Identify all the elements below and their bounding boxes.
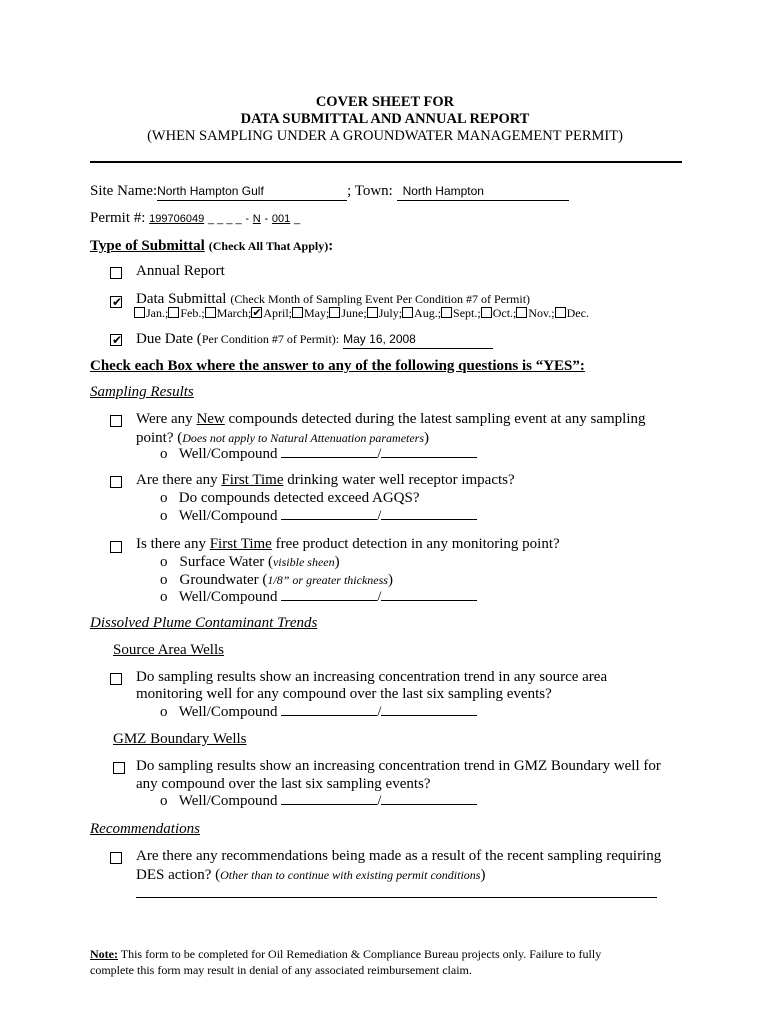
submittal-heading: Type of Submittal (Check All That Apply): bbox=[90, 238, 334, 254]
month-option bbox=[205, 306, 252, 320]
month-label: Feb.; bbox=[180, 306, 205, 320]
site-name-label: Site Name: bbox=[90, 183, 158, 199]
town-field[interactable]: North Hampton bbox=[397, 183, 569, 201]
well-field[interactable] bbox=[281, 457, 377, 458]
recommendations-checkbox[interactable] bbox=[110, 852, 122, 864]
month-label: Nov.; bbox=[528, 306, 555, 320]
town-label: ; Town: bbox=[347, 183, 393, 199]
month-option bbox=[367, 306, 402, 320]
sampling-results-heading: Sampling Results bbox=[90, 384, 194, 400]
month-option bbox=[251, 306, 292, 320]
permit-dash-2: - bbox=[264, 213, 269, 225]
annual-report-label: Annual Report bbox=[136, 263, 225, 279]
well-field[interactable] bbox=[281, 804, 377, 805]
gmz-boundary-question: Do sampling results show an increasing concentration trend in GMZ Boundary well for bbox=[136, 758, 661, 774]
well-field[interactable] bbox=[281, 600, 377, 601]
note-label: Note: bbox=[90, 947, 118, 961]
month-label: Oct.; bbox=[492, 306, 517, 320]
well-compound-row: o Well/Compound / bbox=[160, 446, 477, 463]
source-area-question-line2: monitoring well for any compound over the last six sampling events? bbox=[136, 686, 552, 702]
compound-field[interactable] bbox=[381, 600, 477, 601]
well-field[interactable] bbox=[281, 519, 377, 520]
month-checkbox[interactable] bbox=[292, 307, 303, 318]
new-compounds-question: Were any New compounds detected during the latest sampling event at any sampling bbox=[136, 411, 646, 427]
month-checkbox[interactable] bbox=[329, 307, 340, 318]
month-checkbox[interactable] bbox=[555, 307, 566, 318]
checkmark-icon: ✔ bbox=[252, 306, 262, 319]
month-option bbox=[329, 306, 366, 320]
month-checkbox[interactable] bbox=[441, 307, 452, 318]
source-area-heading: Source Area Wells bbox=[113, 642, 224, 658]
recommendations-question: Are there any recommendations being made as a result of the recent sampling requiring bbox=[136, 848, 662, 864]
month-checkbox[interactable] bbox=[168, 307, 179, 318]
month-checkbox[interactable] bbox=[251, 307, 262, 318]
annual-report-checkbox[interactable] bbox=[110, 267, 122, 279]
gmz-boundary-heading: GMZ Boundary Wells bbox=[113, 731, 247, 747]
month-checkbox[interactable] bbox=[516, 307, 527, 318]
new-compounds-question-line2: point? (Does not apply to Natural Attenuation parameters) bbox=[136, 430, 430, 446]
title-line-3: (WHEN SAMPLING UNDER A GROUNDWATER MANAGEMENT PERMIT) bbox=[147, 128, 623, 144]
source-area-question: Do sampling results show an increasing concentration trend in any source area bbox=[136, 669, 608, 685]
month-checkbox[interactable] bbox=[205, 307, 216, 318]
due-date-checkbox[interactable] bbox=[110, 334, 122, 346]
well-compound-row: o Well/Compound / bbox=[160, 589, 477, 606]
source-area-checkbox[interactable] bbox=[110, 673, 122, 685]
month-option bbox=[292, 306, 329, 320]
compound-field[interactable] bbox=[381, 804, 477, 805]
recommendations-heading: Recommendations bbox=[90, 821, 200, 837]
checkmark-icon: ✔ bbox=[112, 333, 123, 347]
permit-label: Permit #: bbox=[90, 210, 146, 226]
footer-note-line2: complete this form may result in denial of any associated reimbursement claim. bbox=[90, 963, 472, 977]
month-option bbox=[134, 306, 168, 320]
data-submittal-row: Data Submittal (Check Month of Sampling Event Per Condition #7 of Permit) bbox=[136, 291, 531, 307]
checkmark-icon: ✔ bbox=[112, 295, 123, 309]
new-compounds-checkbox[interactable] bbox=[110, 415, 122, 427]
recommendations-answer-field[interactable] bbox=[136, 897, 657, 898]
month-label: June; bbox=[341, 306, 367, 320]
data-submittal-checkbox[interactable] bbox=[110, 296, 122, 308]
month-option bbox=[555, 306, 589, 320]
permit-row: Permit #: 199706049 _ _ _ _ - N - 001 _ bbox=[90, 210, 301, 226]
due-date-field[interactable]: May 16, 2008 bbox=[343, 330, 493, 349]
site-name-row bbox=[90, 183, 569, 201]
month-checkbox[interactable] bbox=[481, 307, 492, 318]
gmz-boundary-checkbox[interactable] bbox=[113, 762, 125, 774]
compound-field[interactable] bbox=[381, 519, 477, 520]
permit-number-field[interactable]: 199706049 bbox=[149, 213, 205, 225]
month-label: Jan.; bbox=[146, 306, 169, 320]
month-label: Sept.; bbox=[453, 306, 481, 320]
month-option bbox=[481, 306, 517, 320]
month-label: July; bbox=[378, 306, 403, 320]
permit-letter-field[interactable]: N bbox=[252, 213, 261, 225]
month-label: March; bbox=[216, 306, 252, 320]
month-option bbox=[168, 306, 204, 320]
free-product-checkbox[interactable] bbox=[110, 541, 122, 553]
month-option bbox=[441, 306, 481, 320]
month-checkbox[interactable] bbox=[367, 307, 378, 318]
permit-blanks: _ _ _ _ bbox=[207, 213, 242, 225]
plume-trends-heading: Dissolved Plume Contaminant Trends bbox=[90, 615, 318, 631]
month-label: Dec. bbox=[566, 306, 589, 320]
well-compound-row: o Well/Compound / bbox=[160, 704, 477, 721]
month-checkbox-row bbox=[134, 306, 589, 321]
title-line-2: DATA SUBMITTAL AND ANNUAL REPORT bbox=[240, 111, 530, 127]
recommendations-question-line2: DES action? (Other than to continue with existing permit conditions) bbox=[136, 867, 486, 883]
well-compound-row: o Well/Compound / bbox=[160, 508, 477, 525]
compound-field[interactable] bbox=[381, 715, 477, 716]
well-field[interactable] bbox=[281, 715, 377, 716]
due-date-row: Due Date (Per Condition #7 of Permit): May 16, 2008 bbox=[136, 330, 493, 349]
well-compound-row: o Well/Compound / bbox=[160, 793, 477, 810]
free-product-question: Is there any First Time free product detection in any monitoring point? bbox=[136, 536, 560, 552]
footer-note: Note: This form to be completed for Oil Remediation & Compliance Bureau projects only. Failure to fully bbox=[90, 947, 602, 961]
first-time-receptor-checkbox[interactable] bbox=[110, 476, 122, 488]
site-name-field[interactable]: North Hampton Gulf bbox=[157, 183, 347, 201]
agqs-row: o Do compounds detected exceed AGQS? bbox=[160, 490, 420, 506]
month-checkbox[interactable] bbox=[402, 307, 413, 318]
month-checkbox[interactable] bbox=[134, 307, 145, 318]
month-label: May; bbox=[304, 306, 330, 320]
permit-suffix-field[interactable]: 001 bbox=[271, 213, 291, 225]
month-option bbox=[402, 306, 441, 320]
permit-dash: - bbox=[245, 213, 250, 225]
gmz-boundary-question-line2: any compound over the last six sampling events? bbox=[136, 776, 431, 792]
first-time-receptor-question: Are there any First Time drinking water well receptor impacts? bbox=[136, 472, 515, 488]
compound-field[interactable] bbox=[381, 457, 477, 458]
surface-water-row: o Surface Water (visible sheen) bbox=[160, 554, 340, 570]
questions-heading: Check each Box where the answer to any of the following questions is “YES”: bbox=[90, 358, 585, 374]
month-label: April; bbox=[263, 306, 293, 320]
groundwater-row: o Groundwater (1/8” or greater thickness) bbox=[160, 572, 393, 588]
title-line-1: COVER SHEET FOR bbox=[315, 94, 455, 110]
header-rule bbox=[90, 161, 682, 163]
month-option bbox=[516, 306, 554, 320]
month-label: Aug.; bbox=[414, 306, 442, 320]
